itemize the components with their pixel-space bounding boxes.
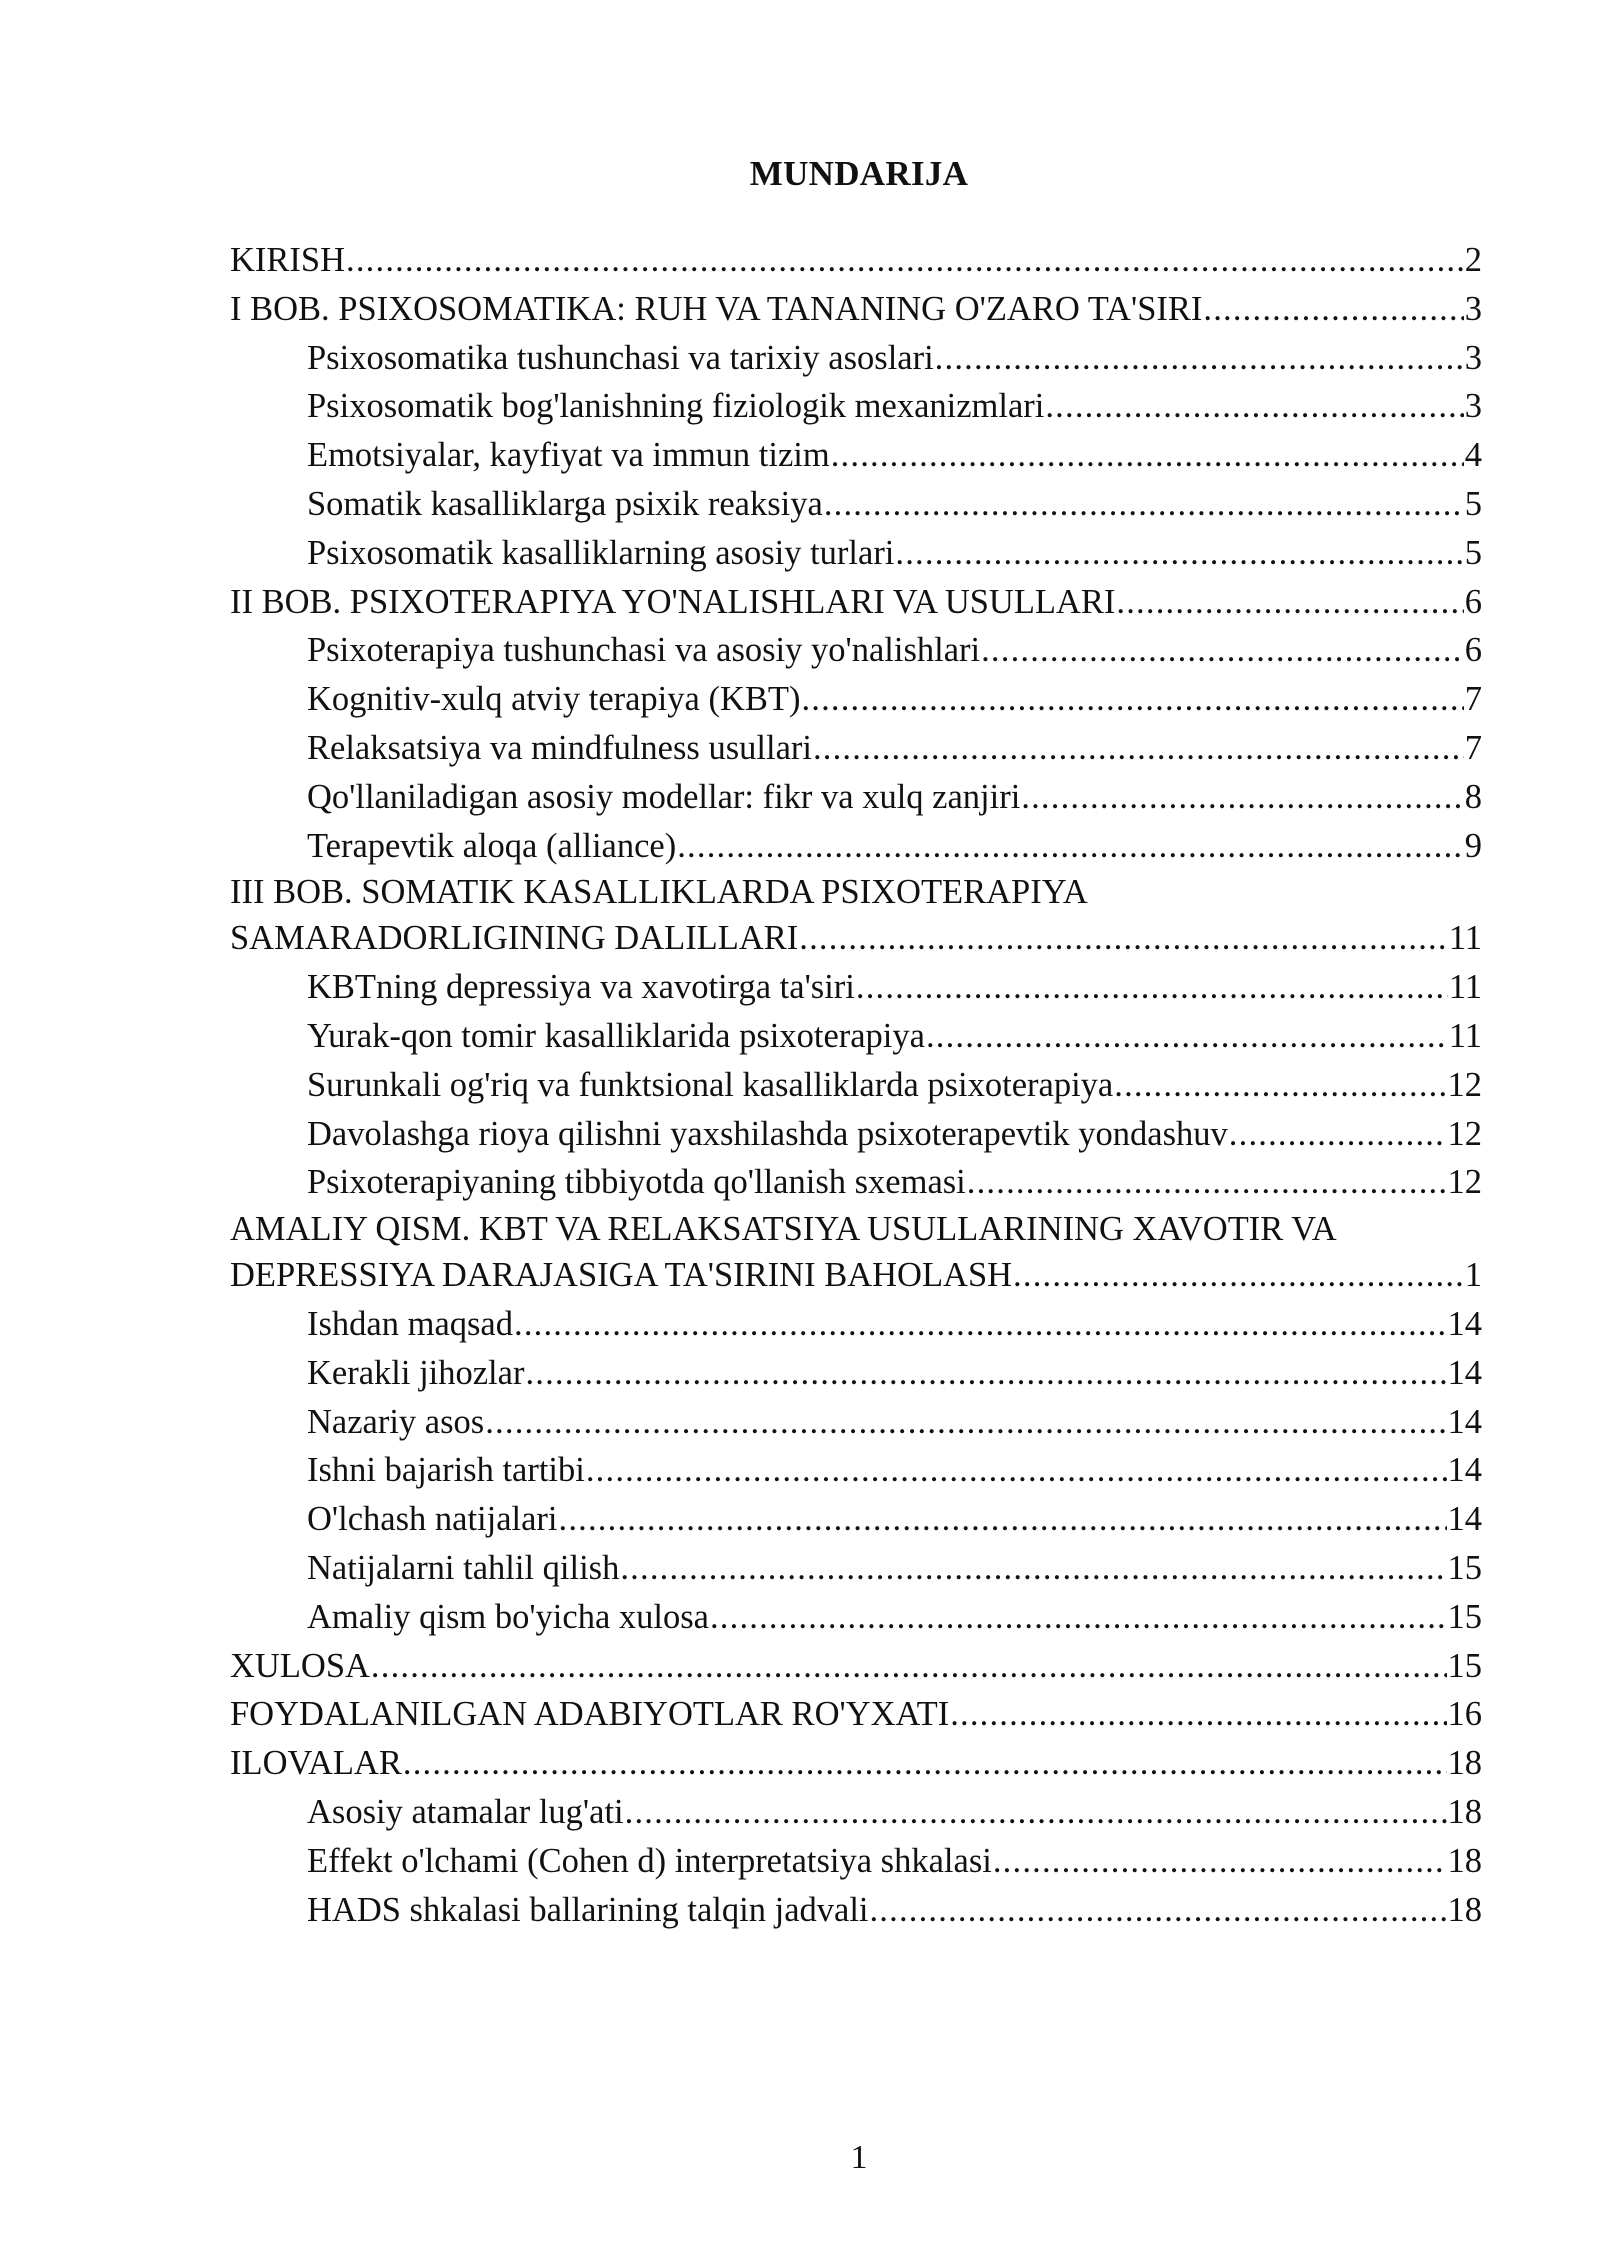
toc-entry-title: Kerakli jihozlar [307, 1353, 525, 1392]
toc-leader-dots [710, 1593, 1447, 1642]
toc-entry-page: 16 [1447, 1695, 1482, 1734]
toc-entry-page: 3 [1464, 289, 1482, 328]
toc-subentry[interactable] [230, 334, 1482, 383]
toc-entry-references[interactable] [230, 1690, 1482, 1739]
toc-entry-title-line2 [230, 1251, 1482, 1300]
toc-entry-page: 15 [1447, 1548, 1482, 1587]
toc-leader-dots [346, 236, 1464, 285]
toc-entry-page: 12 [1447, 1114, 1482, 1153]
toc-entry-title: Relaksatsiya va mindfulness usullari [307, 728, 812, 767]
toc-subentry[interactable] [230, 1349, 1482, 1398]
toc-entry-title: Psixoterapiyaning tibbiyotda qo'llanish sxemasi [307, 1163, 966, 1202]
toc-entry-title: Yurak-qon tomir kasalliklarida psixoterapiya [307, 1016, 925, 1055]
toc-leader-dots [620, 1544, 1446, 1593]
toc-leader-dots [677, 822, 1464, 871]
toc-entry-title: KBTning depressiya va xavotirga ta'siri [307, 968, 855, 1007]
toc-entry-page: 2 [1464, 241, 1482, 279]
toc-subentry[interactable] [230, 1110, 1482, 1159]
toc-leader-dots [869, 1886, 1446, 1935]
toc-entry-page: 11 [1448, 919, 1482, 958]
toc-subentry[interactable] [230, 773, 1482, 822]
toc-entry-title: Natijalarni tahlil qilish [307, 1548, 620, 1587]
toc-subentry[interactable] [230, 1495, 1482, 1544]
toc-subentry[interactable] [230, 1837, 1482, 1886]
toc-entry-page: 11 [1448, 1016, 1482, 1055]
toc-entry-page: 14 [1447, 1451, 1482, 1490]
toc-entry-title: II BOB. PSIXOTERAPIYA YO'NALISHLARI VA USULLARI [230, 582, 1116, 621]
toc-entry-page: 14 [1447, 1500, 1482, 1539]
toc-leader-dots [625, 1788, 1447, 1837]
toc-entry-page: 14 [1447, 1304, 1482, 1343]
toc-leader-dots [993, 1837, 1447, 1886]
toc-entry-page: 7 [1464, 728, 1482, 767]
toc-entry-conclusion[interactable] [230, 1642, 1482, 1691]
toc-subentry[interactable] [230, 1012, 1482, 1061]
toc-entry-title: Nazariy asos [307, 1402, 485, 1441]
toc-entry-title: Somatik kasalliklarga psixik reaksiya [307, 484, 823, 523]
toc-subentry[interactable] [230, 382, 1482, 431]
toc-entry-page: 14 [1447, 1402, 1482, 1441]
toc-leader-dots [813, 724, 1464, 773]
toc-entry-page: 9 [1464, 826, 1482, 865]
toc-entry-title: O'lchash natijalari [307, 1500, 558, 1539]
toc-subentry[interactable] [230, 1300, 1482, 1349]
toc-entry-title: Psixosomatik bog'lanishning fiziologik mexanizmlari [307, 387, 1045, 426]
toc-entry-page: 6 [1464, 582, 1482, 621]
toc-entry-title: XULOSA [230, 1646, 370, 1685]
toc-entry-page: 5 [1464, 533, 1482, 572]
page-number: 1 [850, 2139, 868, 2176]
toc-leader-dots [856, 963, 1448, 1012]
toc-entry-chapter-2[interactable] [230, 578, 1482, 627]
toc-entry-title: FOYDALANILGAN ADABIYOTLAR RO'YXATI [230, 1695, 950, 1734]
toc-entry-title: Asosiy atamalar lug'ati [307, 1792, 624, 1831]
toc-entry-page: 18 [1447, 1744, 1482, 1783]
toc-leader-dots [485, 1398, 1446, 1447]
toc-subentry[interactable] [230, 1158, 1482, 1207]
toc-entry-title: I BOB. PSIXOSOMATIKA: RUH VA TANANING O'ZARO TA'SIRI [230, 289, 1203, 328]
toc-leader-dots [403, 1739, 1447, 1788]
toc-subentry[interactable] [230, 675, 1482, 724]
toc-entry-page: 1 [1464, 1256, 1482, 1295]
toc-entry-title: Ishni bajarish tartibi [307, 1451, 585, 1490]
toc-leader-dots [371, 1642, 1447, 1691]
toc-leader-dots [1203, 285, 1463, 334]
toc-entry-page: 12 [1447, 1163, 1482, 1202]
toc-entry-title: DEPRESSIYA DARAJASIGA TA'SIRINI BAHOLASH [230, 1256, 1013, 1295]
toc-entry-page: 14 [1447, 1353, 1482, 1392]
toc-entry-title: Kognitiv-xulq atviy terapiya (KBT) [307, 680, 801, 719]
toc-leader-dots [1045, 382, 1463, 431]
table-of-contents [230, 236, 1482, 1934]
toc-entry-title: Emotsiyalar, kayfiyat va immun tizim [307, 436, 830, 475]
toc-entry-title: Davolashga rioya qilishni yaxshilashda psixoterapevtik yondashuv [307, 1114, 1228, 1153]
toc-entry-title: Psixosomatika tushunchasi va tarixiy asoslari [307, 338, 934, 377]
toc-entry-page: 18 [1447, 1841, 1482, 1880]
toc-entry-title-line2 [230, 914, 1482, 963]
toc-entry-page: 5 [1464, 484, 1482, 523]
toc-entry-page: 4 [1464, 436, 1482, 475]
toc-subentry[interactable] [230, 480, 1482, 529]
toc-leader-dots [1116, 578, 1463, 627]
toc-entry-title: Ishdan maqsad [307, 1304, 513, 1343]
toc-leader-dots [935, 334, 1464, 383]
toc-entry-page: 3 [1464, 338, 1482, 377]
toc-leader-dots [801, 675, 1463, 724]
toc-subentry[interactable] [230, 1593, 1482, 1642]
toc-entry-practical-part[interactable] [230, 1207, 1482, 1300]
toc-entry-page: 6 [1464, 631, 1482, 670]
toc-subentry[interactable] [230, 1446, 1482, 1495]
toc-entry-title: KIRISH [230, 241, 346, 279]
toc-leader-dots [799, 914, 1448, 963]
toc-entry-title: Psixosomatik kasalliklarning asosiy turlari [307, 533, 895, 572]
toc-entry-title: Qo'llaniladigan asosiy modellar: fikr va xulq zanjiri [307, 777, 1021, 816]
toc-entry-page: 7 [1464, 680, 1482, 719]
toc-entry-page: 11 [1448, 968, 1482, 1007]
toc-subentry[interactable] [230, 431, 1482, 480]
toc-leader-dots [824, 480, 1464, 529]
toc-entry-chapter-1[interactable] [230, 285, 1482, 334]
toc-entry-appendices[interactable] [230, 1739, 1482, 1788]
toc-leader-dots [895, 529, 1463, 578]
toc-leader-dots [1229, 1110, 1447, 1159]
toc-entry-title: Terapevtik aloqa (alliance) [307, 826, 677, 865]
toc-entry-page: 12 [1447, 1065, 1482, 1104]
toc-entry-page: 8 [1464, 777, 1482, 816]
toc-entry-page: 3 [1464, 387, 1482, 426]
toc-entry-page: 18 [1447, 1890, 1482, 1929]
toc-entry-title-line1: AMALIY QISM. KBT VA RELAKSATSIYA USULLARINING XAVOTIR VA [230, 1210, 1337, 1249]
toc-entry-kirish[interactable] [230, 236, 1482, 285]
toc-entry-title-line1: III BOB. SOMATIK KASALLIKLARDA PSIXOTERAPIYA [230, 873, 1088, 912]
toc-leader-dots [525, 1349, 1446, 1398]
toc-entry-title: Amaliy qism bo'yicha xulosa [307, 1597, 709, 1636]
toc-subentry[interactable] [230, 1788, 1482, 1837]
toc-subentry[interactable] [230, 963, 1482, 1012]
toc-subentry[interactable] [230, 822, 1482, 871]
toc-leader-dots [981, 626, 1464, 675]
toc-leader-dots [1114, 1061, 1446, 1110]
page-title: MUNDARIJA [749, 154, 969, 193]
toc-leader-dots [967, 1158, 1447, 1207]
toc-leader-dots [514, 1300, 1447, 1349]
toc-entry-title: HADS shkalasi ballarining talqin jadvali [307, 1890, 869, 1929]
toc-entry-title: ILOVALAR [230, 1744, 402, 1783]
toc-entry-page: 15 [1447, 1597, 1482, 1636]
toc-entry-page: 15 [1447, 1646, 1482, 1685]
toc-entry-title: SAMARADORLIGINING DALILLARI [230, 919, 799, 958]
toc-leader-dots [559, 1495, 1447, 1544]
toc-entry-title: Effekt o'lchami (Cohen d) interpretatsiya shkalasi [307, 1841, 992, 1880]
toc-subentry[interactable] [230, 724, 1482, 773]
toc-entry-title: Surunkali og'riq va funktsional kasalliklarda psixoterapiya [307, 1065, 1114, 1104]
toc-leader-dots [926, 1012, 1448, 1061]
toc-entry-chapter-3[interactable] [230, 870, 1482, 963]
toc-leader-dots [1021, 773, 1463, 822]
toc-subentry[interactable] [230, 626, 1482, 675]
toc-leader-dots [950, 1690, 1446, 1739]
toc-subentry[interactable] [230, 1398, 1482, 1447]
toc-leader-dots [831, 431, 1464, 480]
toc-leader-dots [586, 1446, 1447, 1495]
toc-subentry[interactable] [230, 1061, 1482, 1110]
toc-subentry[interactable] [230, 1544, 1482, 1593]
toc-subentry[interactable] [230, 1886, 1482, 1935]
toc-entry-title: Psixoterapiya tushunchasi va asosiy yo'nalishlari [307, 631, 981, 670]
toc-entry-page: 18 [1447, 1792, 1482, 1831]
toc-leader-dots [1013, 1251, 1464, 1300]
toc-subentry[interactable] [230, 529, 1482, 578]
